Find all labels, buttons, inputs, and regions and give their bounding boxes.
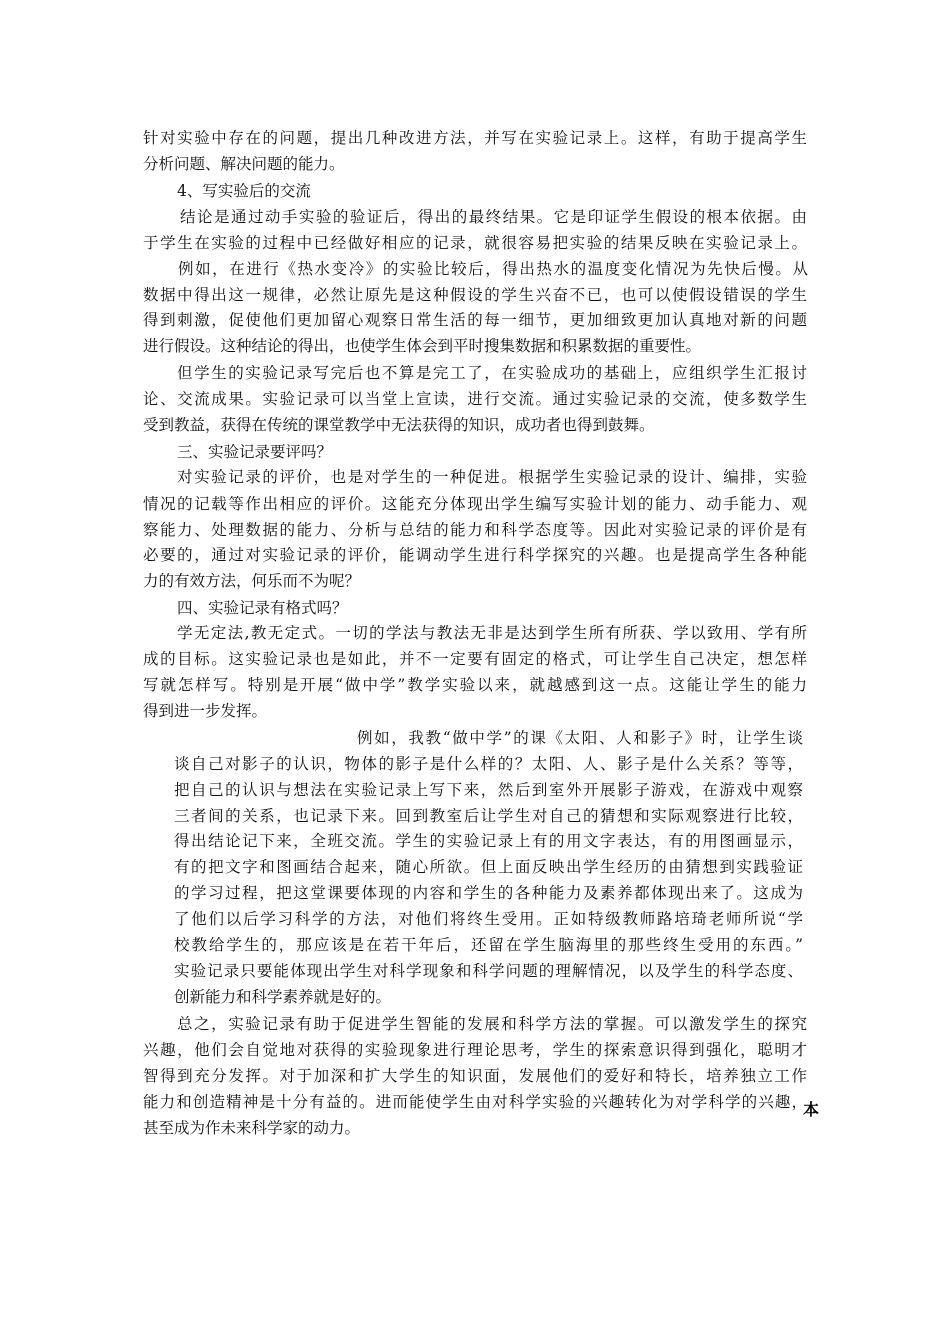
- text-line: 受到教益，获得在传统的课堂教学中无法获得的知识，成功者也得到鼓舞。: [143, 416, 655, 434]
- text-line: 得出结论记下来，全班交流。学生的实验记录上有的用文字表达，有的用图画显示，: [174, 832, 803, 850]
- text-line: 对实验记录的评价，也是对学生的一种促进。根据学生实验记录的设计、编排，实验: [177, 468, 807, 486]
- text-line: 察能力、处理数据的能力、分析与总结的能力和科学态度等。因此对实验记录的评价是有: [143, 521, 807, 539]
- text-line: 实验记录只要能体现出学生对科学现象和科学问题的理解情况，以及学生的科学态度、: [174, 962, 803, 980]
- text-line: 情况的记载等作出相应的评价。这能充分体现出学生编写实验计划的能力、动手能力、观: [143, 495, 807, 513]
- text-line: 四、实验记录有格式吗？: [177, 599, 348, 617]
- text-line: 智得到充分发挥。对于加深和扩大学生的知识面，发展他们的爱好和特长，培养独立工作: [143, 1067, 807, 1085]
- text-line: 得到进一步发挥。: [143, 702, 268, 720]
- text-line: 有的把文字和图画结合起来，随心所欲。但上面反映出学生经历的由猜想到实践验证: [174, 858, 803, 876]
- text-line: 论、交流成果。实验记录可以当堂上宣读，进行交流。通过实验记录的交流，使多数学生: [143, 390, 807, 408]
- text-line: 例如，我教“做中学”的课《太阳、人和影子》时，让学生谈: [357, 729, 803, 747]
- text-line: 结论是通过动手实验的验证后，得出的最终结果。它是印证学生假设的根本依据。由: [180, 208, 807, 226]
- text-line: 校教给学生的，那应该是在若干年后，还留在学生脑海里的那些终生受用的东西。”: [174, 936, 803, 954]
- text-line: 成的目标。这实验记录也是如此，并不一定要有固定的格式，可让学生自己决定，想怎样: [143, 650, 807, 668]
- text-line: 于学生在实验的过程中已经做好相应的记录，就很容易把实验的结果反映在实验记录上。: [143, 234, 807, 252]
- text-line: 甚至成为作未来科学家的动力。: [143, 1119, 361, 1137]
- text-line: 把自己的认识与想法在实验记录上写下来，然后到室外开展影子游戏，在游戏中观察: [174, 781, 803, 799]
- text-line: 数据中得出这一规律，必然让原先是这种假设的学生兴奋不已，也可以使假设错误的学生: [143, 286, 807, 304]
- text-line: 必要的，通过对实验记录的评价，能调动学生进行科学探究的兴趣。也是提高学生各种能: [143, 546, 807, 564]
- text-line: 力的有效方法，何乐而不为呢？: [143, 572, 361, 590]
- text-line: 学无定法,教无定式。一切的学法与教法无非是达到学生所有所获、学以致用、学有所: [177, 624, 807, 642]
- text-line: 分析问题、解决问题的能力。: [143, 155, 345, 173]
- text-line: 了他们以后学习科学的方法，对他们将终生受用。正如特级教师路培琦老师所说“学: [174, 910, 803, 928]
- text-line: 针对实验中存在的问题，提出几种改进方法，并写在实验记录上。这样，有助于提高学生: [143, 129, 807, 147]
- text-line: 谈自己对影子的认识，物体的影子是什么样的？太阳、人、影子是什么关系？等等，: [174, 755, 803, 773]
- text-line: 写就怎样写。特别是开展“做中学”教学实验以来，就越感到这一点。这能让学生的能力: [143, 676, 807, 694]
- text-line: 但学生的实验记录写完后也不算是完工了，在实验成功的基础上，应组织学生汇报讨: [177, 364, 807, 382]
- text-line: 进行假设。这种结论的得出，也使学生体会到平时搜集数据和积累数据的重要性。: [143, 337, 702, 355]
- page-tail-character: 本: [803, 1100, 820, 1119]
- text-line: 总之，实验记录有助于促进学生智能的发展和科学方法的掌握。可以激发学生的探究: [177, 1015, 807, 1033]
- text-line: 的学习过程，把这堂课要体现的内容和学生的各种能力及素养都体现出来了。这成为: [174, 884, 803, 902]
- text-line: 兴趣，他们会自觉地对获得的实验现象进行理论思考，学生的探索意识得到强化，聪明才: [143, 1041, 807, 1059]
- text-line: 创新能力和科学素养就是好的。: [174, 988, 392, 1006]
- text-line: 得到刺激，促使他们更加留心观察日常生活的每一细节，更加细致更加认真地对新的问题: [143, 311, 807, 329]
- text-line: 能力和创造精神是十分有益的。进而能使学生由对科学实验的兴趣转化为对学科学的兴趣，: [143, 1093, 807, 1111]
- text-line: 三、实验记录要评吗？: [177, 443, 333, 461]
- text-line: 4、写实验后的交流: [177, 182, 311, 200]
- text-line: 例如，在进行《热水变冷》的实验比较后，得出热水的温度变化情况为先快后慢。从: [178, 260, 808, 278]
- text-line: 三者间的关系，也记录下来。回到教室后让学生对自己的猜想和实际观察进行比较，: [174, 807, 803, 825]
